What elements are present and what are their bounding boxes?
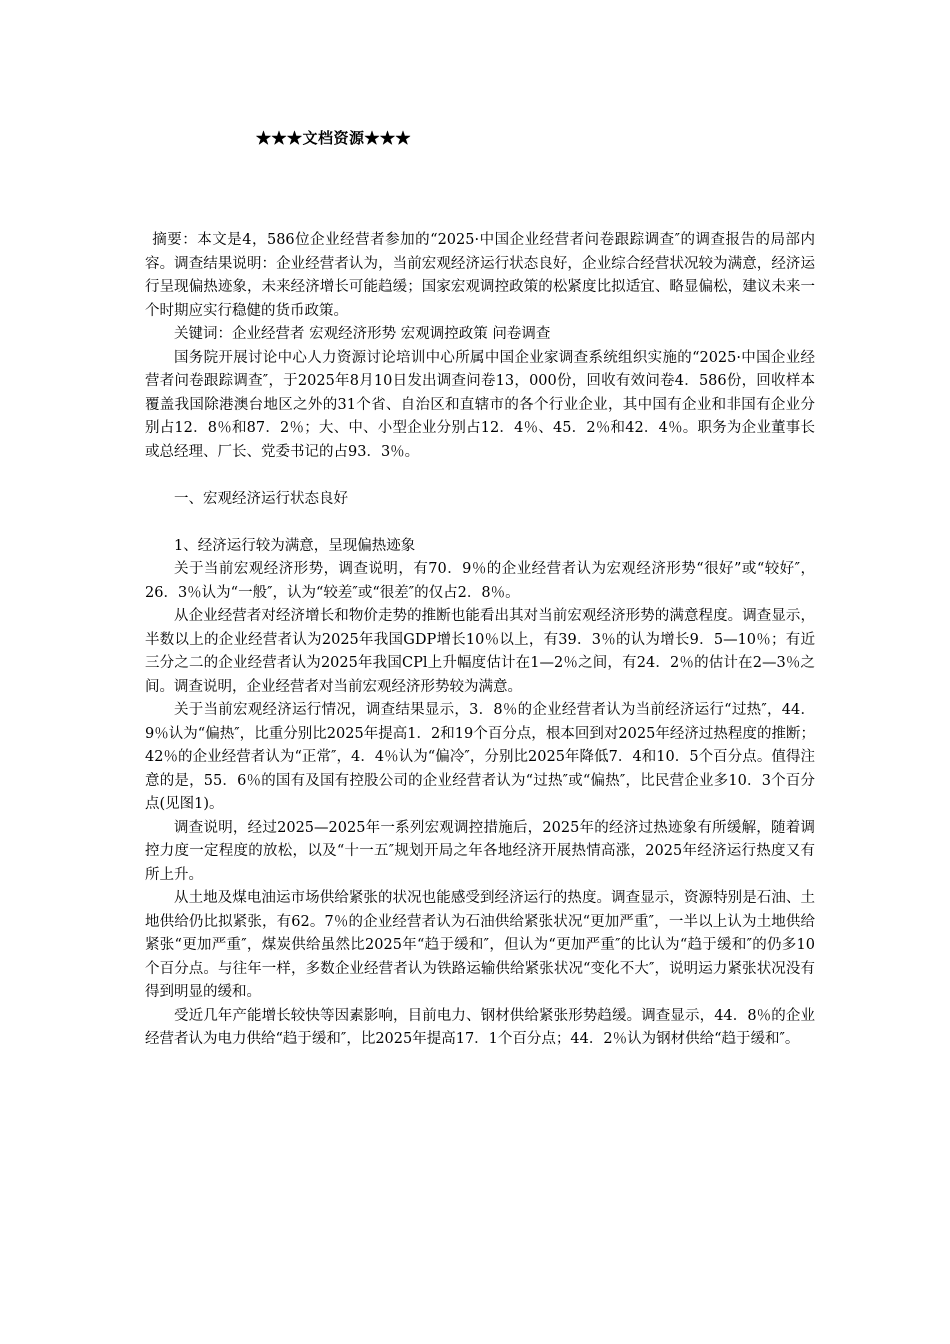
keywords-line: 关键词：企业经营者 宏观经济形势 宏观调控政策 问卷调查 (174, 326, 551, 342)
section-heading: 一、宏观经济运行状态良好 (174, 490, 348, 507)
body-paragraph: 从土地及煤电油运市场供给紧张的状况也能感受到经济运行的热度。调查显示，资源特别是石油、土地供给仍比拟紧张，有62。7％的企业经营者认为石油供给紧张状况“更加严重″，一半以上认为土地供给紧张“更加严重″，煤炭供给虽然比2025年“趋于缓和″，但认为“更加严重″的比认为“趋于缓和″的仍多10个百分点。与往年一样，多数企业经营者认为铁路运输供给紧张状况“变化不大″，说明运力紧张状况没有得到明显的缓和。 (145, 890, 815, 1000)
body-paragraph: 调查说明，经过2025—2025年一系列宏观调控措施后，2025年的经济过热迹象有所缓解，随着调控力度一定程度的放松，以及“十一五″规划开局之年各地经济开展热情高涨，2025年经济运行热度又有所上升。 (145, 819, 815, 883)
document-body (145, 229, 815, 1052)
subsection-heading: 1、经济运行较为满意，呈现偏热迹象 (174, 537, 416, 554)
body-paragraph: 受近几年产能增长较快等因素影响，目前电力、钢材供给紧张形势趋缓。调查显示，44．8％的企业经营者认为电力供给“趋于缓和″，比2025年提高17．1个百分点；44．2％认为钢材供给“趋于缓和″。 (145, 1007, 815, 1047)
abstract-paragraph: 摘要：本文是4，586位企业经营者参加的“2025·中国企业经营者问卷跟踪调查″的调查报告的局部内容。调查结果说明：企业经营者认为，当前宏观经济运行状态良好，企业综合经营状况较为满意，经济运行呈现偏热迹象，未来经济增长可能趋缓；国家宏观调控政策的松紧度比拟适宜、略显偏松，建议未来一个时期应实行稳健的货币政策。 (145, 232, 815, 319)
document-banner: ★★★文档资源★★★ (256, 129, 412, 147)
body-paragraph: 从企业经营者对经济增长和物价走势的推断也能看出其对当前宏观经济形势的满意程度。调查显示，半数以上的企业经营者认为2025年我国GDP增长10％以上，有39．3％的认为增长9．5—10％；有近三分之二的企业经营者认为2025年我国CPl上升幅度估计在1—2％之间，有24．2％的估计在2—3％之间。调查说明，企业经营者对当前宏观经济形势较为满意。 (145, 608, 815, 695)
body-paragraph: 关于当前宏观经济形势，调查说明，有70．9％的企业经营者认为宏观经济形势“很好”或“较好″，26．3％认为“一般″，认为“较差″或“很差″的仅占2．8％。 (145, 561, 815, 601)
body-paragraph: 关于当前宏观经济运行情况，调查结果显示，3．8％的企业经营者认为当前经济运行“过热″，44．9％认为“偏热″，比重分别比2025年提高1．2和19个百分点，根本回到对2025年经济过热程度的推断；42％的企业经营者认为“正常″，4．4％认为“偏冷″，分别比2025年降低7．4和10．5个百分点。值得注意的是，55．6％的国有及国有控股公司的企业经营者认为“过热″或“偏热″，比民营企业多10．3个百分点(见图1)。 (145, 702, 815, 812)
intro-paragraph: 国务院开展讨论中心人力资源讨论培训中心所属中国企业家调查系统组织实施的“2025·中国企业经营者问卷跟踪调查″，于2025年8月10日发出调查问卷13，000份，回收有效问卷4．586份，回收样本覆盖我国除港澳台地区之外的31个省、自治区和直辖市的各个行业企业，其中国有企业和非国有企业分别占12．8％和87．2％；大、中、小型企业分别占12．4％、45．2％和42．4％。职务为企业董事长或总经理、厂长、党委书记的占93．3％。 (145, 349, 815, 460)
